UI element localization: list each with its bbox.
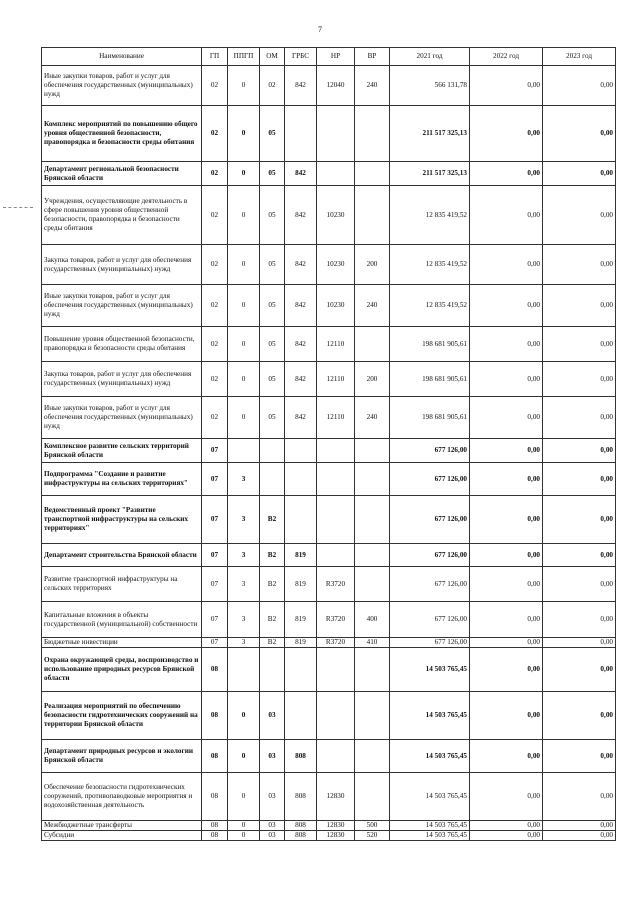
cell-gp: 07	[202, 544, 228, 567]
cell-vr: 410	[355, 638, 390, 648]
cell-om: В2	[260, 567, 285, 602]
cell-nr: 12830	[317, 831, 355, 841]
table-row	[42, 327, 616, 362]
cell-vr	[355, 544, 390, 567]
cell-2023: 0,00	[543, 397, 616, 439]
cell-ppgp: 0	[228, 327, 260, 362]
table-row	[42, 362, 616, 397]
cell-gp: 02	[202, 186, 228, 245]
cell-2021: 12 835 419,52	[390, 285, 470, 327]
table-row	[42, 285, 616, 327]
cell-nr: 12830	[317, 821, 355, 831]
cell-2021: 14 503 765,45	[390, 740, 470, 773]
cell-name: Капитальные вложения в объекты государственной (муниципальной) собственности	[42, 602, 202, 638]
cell-2023: 0,00	[543, 186, 616, 245]
cell-nr	[317, 740, 355, 773]
cell-grbs: 842	[285, 245, 317, 285]
table-row	[42, 567, 616, 602]
cell-2023: 0,00	[543, 162, 616, 186]
cell-gp: 07	[202, 602, 228, 638]
cell-2021: 14 503 765,45	[390, 648, 470, 692]
cell-grbs: 842	[285, 397, 317, 439]
table-row	[42, 162, 616, 186]
cell-nr: 10230	[317, 285, 355, 327]
cell-gp: 02	[202, 66, 228, 106]
cell-2023: 0,00	[543, 831, 616, 841]
cell-vr: 520	[355, 831, 390, 841]
cell-gp: 02	[202, 397, 228, 439]
cell-gp: 02	[202, 106, 228, 162]
table-row	[42, 66, 616, 106]
cell-name: Развитие транспортной инфраструктуры на сельских территориях	[42, 567, 202, 602]
cell-om: 05	[260, 327, 285, 362]
cell-2022: 0,00	[470, 439, 543, 463]
cell-vr	[355, 327, 390, 362]
cell-gp: 08	[202, 831, 228, 841]
cell-2021: 677 126,00	[390, 463, 470, 496]
cell-2021: 198 681 905,61	[390, 327, 470, 362]
cell-name: Ведомственный проект "Развитие транспортной инфраструктуры на сельских территориях"	[42, 496, 202, 544]
cell-2022: 0,00	[470, 740, 543, 773]
cell-2021: 677 126,00	[390, 544, 470, 567]
table-row	[42, 638, 616, 648]
cell-ppgp: 3	[228, 602, 260, 638]
cell-grbs: 819	[285, 638, 317, 648]
cell-vr: 200	[355, 245, 390, 285]
cell-grbs	[285, 463, 317, 496]
cell-grbs: 819	[285, 544, 317, 567]
cell-om: В2	[260, 638, 285, 648]
margin-mark	[3, 207, 33, 208]
table-row	[42, 602, 616, 638]
cell-name: Закупка товаров, работ и услуг для обеспечения государственных (муниципальных) нужд	[42, 362, 202, 397]
cell-2023: 0,00	[543, 567, 616, 602]
cell-2022: 0,00	[470, 544, 543, 567]
cell-2021: 211 517 325,13	[390, 106, 470, 162]
table-row	[42, 439, 616, 463]
cell-2021: 14 503 765,45	[390, 692, 470, 740]
cell-nr	[317, 544, 355, 567]
cell-nr	[317, 692, 355, 740]
cell-om: 05	[260, 245, 285, 285]
cell-name: Обеспечение безопасности гидротехнических сооружений, противопаводковые мероприятия и водохозяйственная деятельность	[42, 773, 202, 821]
cell-grbs: 819	[285, 567, 317, 602]
cell-vr	[355, 773, 390, 821]
cell-ppgp: 0	[228, 773, 260, 821]
table-row	[42, 496, 616, 544]
cell-om	[260, 648, 285, 692]
cell-2021: 12 835 419,52	[390, 245, 470, 285]
cell-grbs: 842	[285, 162, 317, 186]
cell-2022: 0,00	[470, 397, 543, 439]
cell-om: 03	[260, 831, 285, 841]
cell-ppgp: 0	[228, 106, 260, 162]
cell-ppgp: 0	[228, 831, 260, 841]
cell-vr: 500	[355, 821, 390, 831]
cell-gp: 07	[202, 463, 228, 496]
cell-2021: 211 517 325,13	[390, 162, 470, 186]
budget-table	[41, 47, 616, 841]
cell-2022: 0,00	[470, 106, 543, 162]
cell-2022: 0,00	[470, 463, 543, 496]
cell-name: Охрана окружающей среды, воспроизводство и использование природных ресурсов Брянской области	[42, 648, 202, 692]
cell-nr	[317, 648, 355, 692]
cell-gp: 08	[202, 740, 228, 773]
cell-vr: 400	[355, 602, 390, 638]
cell-vr	[355, 106, 390, 162]
col-header-grbs: ГРБС	[285, 48, 317, 66]
cell-2022: 0,00	[470, 285, 543, 327]
cell-2022: 0,00	[470, 821, 543, 831]
cell-grbs: 842	[285, 327, 317, 362]
cell-2022: 0,00	[470, 245, 543, 285]
cell-ppgp: 0	[228, 362, 260, 397]
cell-nr: 12110	[317, 397, 355, 439]
col-header-name: Наименование	[42, 48, 202, 66]
cell-2021: 198 681 905,61	[390, 397, 470, 439]
cell-nr	[317, 496, 355, 544]
cell-gp: 02	[202, 362, 228, 397]
cell-nr: R3720	[317, 567, 355, 602]
cell-2023: 0,00	[543, 544, 616, 567]
cell-2022: 0,00	[470, 186, 543, 245]
cell-om: 03	[260, 773, 285, 821]
table-row	[42, 544, 616, 567]
cell-om	[260, 463, 285, 496]
cell-2022: 0,00	[470, 327, 543, 362]
table-row	[42, 648, 616, 692]
cell-grbs: 842	[285, 186, 317, 245]
table-row	[42, 831, 616, 841]
cell-om: 05	[260, 285, 285, 327]
cell-2023: 0,00	[543, 773, 616, 821]
cell-nr: 12110	[317, 362, 355, 397]
cell-2021: 677 126,00	[390, 567, 470, 602]
cell-gp: 08	[202, 821, 228, 831]
cell-gp: 02	[202, 245, 228, 285]
cell-om: 03	[260, 740, 285, 773]
cell-2023: 0,00	[543, 439, 616, 463]
cell-grbs: 808	[285, 831, 317, 841]
cell-2022: 0,00	[470, 66, 543, 106]
cell-vr	[355, 496, 390, 544]
cell-2021: 198 681 905,61	[390, 362, 470, 397]
cell-gp: 08	[202, 773, 228, 821]
cell-om: В2	[260, 496, 285, 544]
cell-vr	[355, 692, 390, 740]
table-row	[42, 692, 616, 740]
cell-ppgp: 0	[228, 162, 260, 186]
cell-name: Межбюджетные трансферты	[42, 821, 202, 831]
cell-grbs: 808	[285, 773, 317, 821]
col-header-2021: 2021 год	[390, 48, 470, 66]
cell-2022: 0,00	[470, 773, 543, 821]
cell-name: Закупка товаров, работ и услуг для обеспечения государственных (муниципальных) нужд	[42, 245, 202, 285]
cell-gp: 08	[202, 692, 228, 740]
cell-name: Иные закупки товаров, работ и услуг для обеспечения государственных (муниципальных) нужд	[42, 397, 202, 439]
cell-grbs: 842	[285, 362, 317, 397]
cell-gp: 07	[202, 439, 228, 463]
cell-name: Учреждения, осуществляющие деятельность в сфере повышения уровня общественной безопасности, правопорядка и безопасности среды обитания	[42, 186, 202, 245]
cell-2022: 0,00	[470, 162, 543, 186]
cell-name: Департамент природных ресурсов и экологии Брянской области	[42, 740, 202, 773]
cell-gp: 02	[202, 162, 228, 186]
cell-2021: 14 503 765,45	[390, 773, 470, 821]
cell-2021: 14 503 765,45	[390, 831, 470, 841]
cell-2023: 0,00	[543, 285, 616, 327]
cell-ppgp: 0	[228, 397, 260, 439]
cell-2023: 0,00	[543, 496, 616, 544]
cell-gp: 07	[202, 496, 228, 544]
cell-2021: 566 131,78	[390, 66, 470, 106]
cell-2023: 0,00	[543, 821, 616, 831]
table-row	[42, 740, 616, 773]
cell-gp: 02	[202, 327, 228, 362]
cell-grbs: 808	[285, 740, 317, 773]
cell-2021: 677 126,00	[390, 496, 470, 544]
cell-name: Иные закупки товаров, работ и услуг для обеспечения государственных (муниципальных) нужд	[42, 285, 202, 327]
cell-name: Департамент строительства Брянской области	[42, 544, 202, 567]
cell-nr: 12040	[317, 66, 355, 106]
cell-grbs	[285, 648, 317, 692]
cell-ppgp: 0	[228, 66, 260, 106]
cell-grbs	[285, 439, 317, 463]
cell-2022: 0,00	[470, 496, 543, 544]
cell-name: Департамент региональной безопасности Брянской области	[42, 162, 202, 186]
table-row	[42, 463, 616, 496]
cell-name: Повышение уровня общественной безопасности, правопорядка и безопасности среды обитания	[42, 327, 202, 362]
cell-2021: 677 126,00	[390, 638, 470, 648]
col-header-2022: 2022 год	[470, 48, 543, 66]
cell-nr	[317, 463, 355, 496]
cell-om	[260, 439, 285, 463]
cell-name: Бюджетные инвестиции	[42, 638, 202, 648]
cell-ppgp: 0	[228, 692, 260, 740]
cell-2021: 677 126,00	[390, 602, 470, 638]
cell-ppgp: 3	[228, 567, 260, 602]
table-row	[42, 773, 616, 821]
cell-nr: 12830	[317, 773, 355, 821]
cell-2023: 0,00	[543, 362, 616, 397]
table-row	[42, 397, 616, 439]
cell-ppgp: 0	[228, 285, 260, 327]
cell-name: Комплекс мероприятий по повышению общего уровня общественной безопасности, правопорядка и безопасности среды обитания	[42, 106, 202, 162]
cell-om: 05	[260, 362, 285, 397]
cell-vr: 240	[355, 285, 390, 327]
cell-2022: 0,00	[470, 567, 543, 602]
cell-nr: R3720	[317, 602, 355, 638]
cell-2023: 0,00	[543, 602, 616, 638]
cell-2022: 0,00	[470, 831, 543, 841]
table-header-row	[42, 48, 616, 66]
cell-om: 05	[260, 106, 285, 162]
cell-name: Реализация мероприятий по обеспечению безопасности гидротехнических сооружений на территории Брянской области	[42, 692, 202, 740]
cell-2022: 0,00	[470, 362, 543, 397]
cell-om: 05	[260, 397, 285, 439]
cell-om: 05	[260, 186, 285, 245]
col-header-ppgp: ППГП	[228, 48, 260, 66]
cell-2023: 0,00	[543, 692, 616, 740]
cell-2022: 0,00	[470, 648, 543, 692]
cell-2023: 0,00	[543, 740, 616, 773]
cell-2023: 0,00	[543, 463, 616, 496]
table-row	[42, 186, 616, 245]
col-header-vr: ВР	[355, 48, 390, 66]
cell-grbs: 819	[285, 602, 317, 638]
cell-nr	[317, 162, 355, 186]
cell-2023: 0,00	[543, 245, 616, 285]
cell-ppgp: 0	[228, 186, 260, 245]
cell-ppgp: 3	[228, 544, 260, 567]
cell-2023: 0,00	[543, 648, 616, 692]
cell-ppgp	[228, 439, 260, 463]
cell-nr: 10230	[317, 186, 355, 245]
table-row	[42, 106, 616, 162]
cell-vr	[355, 186, 390, 245]
cell-ppgp: 3	[228, 463, 260, 496]
cell-grbs	[285, 496, 317, 544]
cell-nr: R3720	[317, 638, 355, 648]
cell-om: 03	[260, 692, 285, 740]
cell-vr	[355, 162, 390, 186]
cell-ppgp: 0	[228, 821, 260, 831]
col-header-2023: 2023 год	[543, 48, 616, 66]
col-header-om: ОМ	[260, 48, 285, 66]
cell-vr	[355, 648, 390, 692]
cell-om: В2	[260, 544, 285, 567]
cell-om: 05	[260, 162, 285, 186]
cell-grbs	[285, 106, 317, 162]
cell-name: Подпрограмма "Создание и развитие инфраструктуры на сельских территориях"	[42, 463, 202, 496]
table-row	[42, 821, 616, 831]
cell-ppgp	[228, 648, 260, 692]
cell-nr: 10230	[317, 245, 355, 285]
cell-gp: 08	[202, 648, 228, 692]
cell-2023: 0,00	[543, 66, 616, 106]
cell-om: В2	[260, 602, 285, 638]
cell-grbs: 842	[285, 66, 317, 106]
cell-om: 03	[260, 821, 285, 831]
cell-2023: 0,00	[543, 327, 616, 362]
cell-vr: 240	[355, 66, 390, 106]
cell-2023: 0,00	[543, 638, 616, 648]
cell-gp: 02	[202, 285, 228, 327]
cell-ppgp: 3	[228, 638, 260, 648]
cell-grbs	[285, 692, 317, 740]
cell-ppgp: 0	[228, 740, 260, 773]
cell-vr	[355, 439, 390, 463]
col-header-gp: ГП	[202, 48, 228, 66]
cell-name: Иные закупки товаров, работ и услуг для обеспечения государственных (муниципальных) нужд	[42, 66, 202, 106]
cell-grbs: 808	[285, 821, 317, 831]
cell-2021: 677 126,00	[390, 439, 470, 463]
cell-2023: 0,00	[543, 106, 616, 162]
col-header-nr: НР	[317, 48, 355, 66]
cell-2021: 14 503 765,45	[390, 821, 470, 831]
cell-ppgp: 3	[228, 496, 260, 544]
cell-vr: 200	[355, 362, 390, 397]
cell-ppgp: 0	[228, 245, 260, 285]
cell-name: Комплексное развитие сельских территорий Брянской области	[42, 439, 202, 463]
cell-nr	[317, 439, 355, 463]
cell-2022: 0,00	[470, 638, 543, 648]
cell-vr	[355, 567, 390, 602]
cell-gp: 07	[202, 567, 228, 602]
cell-2021: 12 835 419,52	[390, 186, 470, 245]
cell-gp: 07	[202, 638, 228, 648]
cell-om: 02	[260, 66, 285, 106]
cell-grbs: 842	[285, 285, 317, 327]
cell-name: Субсидии	[42, 831, 202, 841]
cell-vr	[355, 740, 390, 773]
cell-nr	[317, 106, 355, 162]
cell-2022: 0,00	[470, 602, 543, 638]
cell-vr	[355, 463, 390, 496]
page-number: 7	[318, 25, 322, 34]
table-row	[42, 245, 616, 285]
cell-vr: 240	[355, 397, 390, 439]
cell-2022: 0,00	[470, 692, 543, 740]
cell-nr: 12110	[317, 327, 355, 362]
